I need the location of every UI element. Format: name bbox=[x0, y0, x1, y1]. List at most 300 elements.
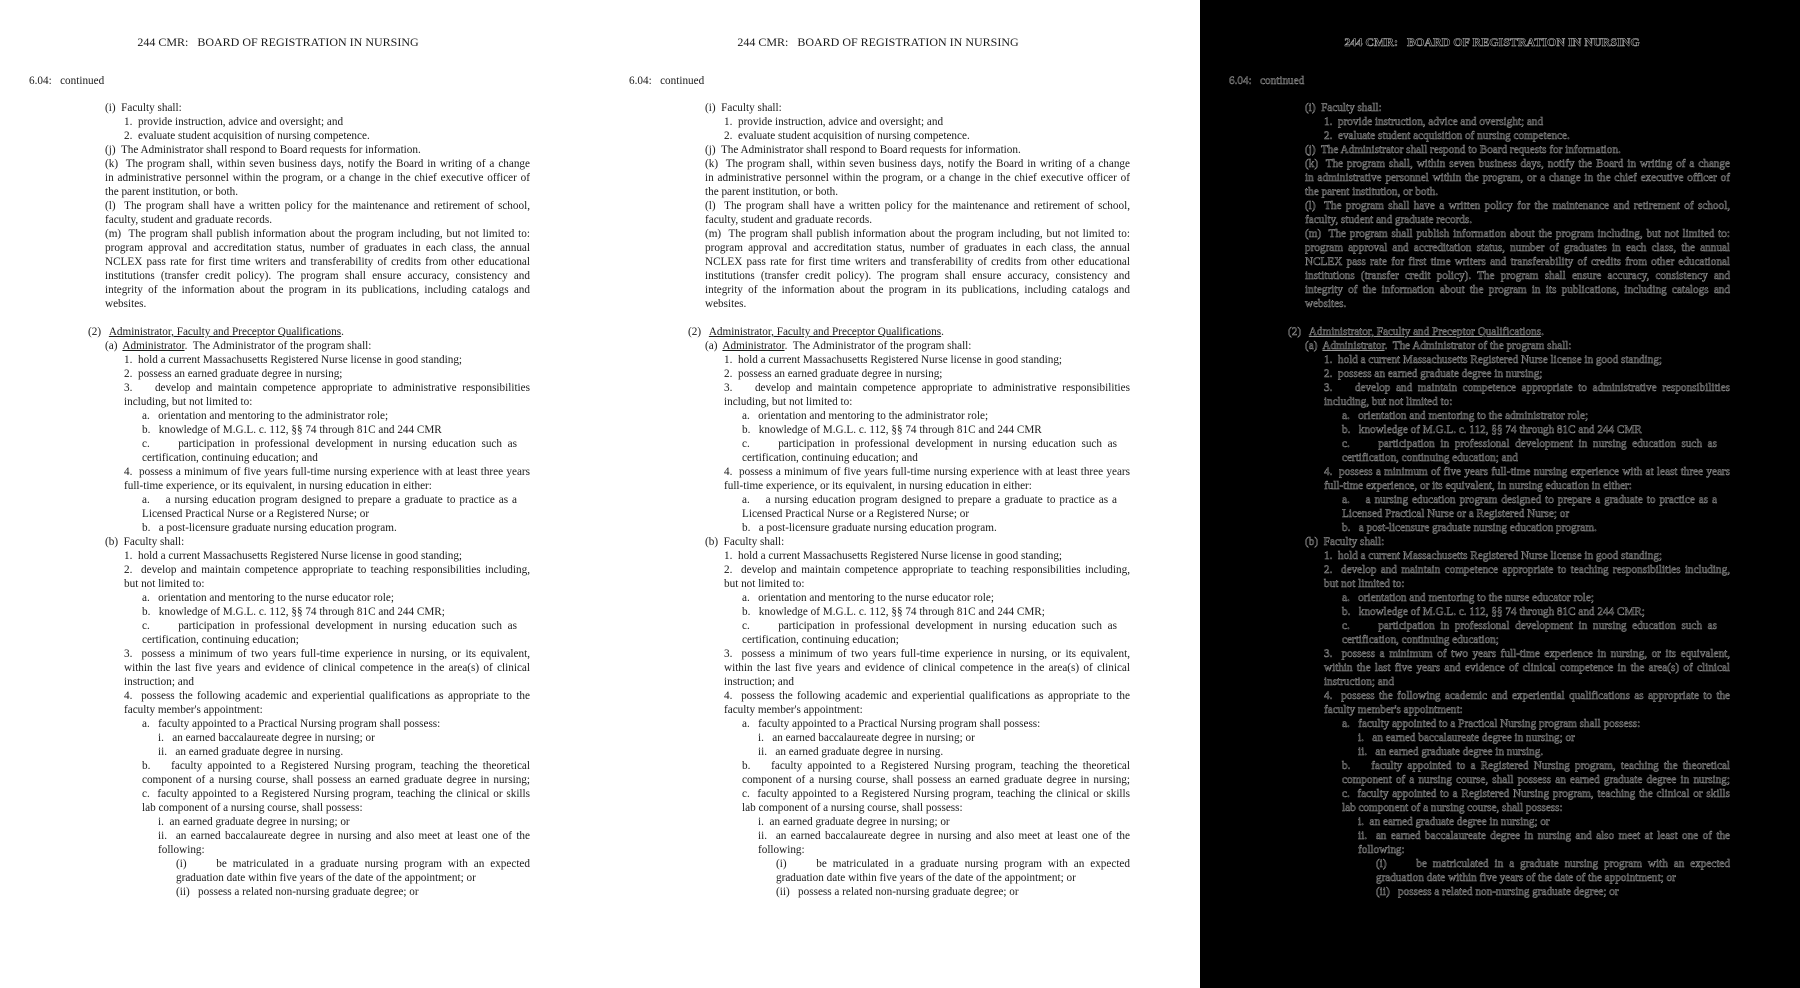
text-line-suffix: . bbox=[941, 326, 944, 338]
text-line-content: b. a post-licensure graduate nursing education program. bbox=[742, 522, 997, 534]
text-line bbox=[124, 130, 370, 144]
text-line bbox=[142, 410, 388, 424]
text-line bbox=[124, 676, 194, 690]
text-line-content: following: bbox=[158, 844, 205, 856]
text-line bbox=[158, 732, 375, 746]
text-line bbox=[705, 172, 1130, 186]
text-line bbox=[142, 452, 318, 466]
text-line bbox=[176, 858, 530, 872]
underlined-heading: Administrator, Faculty and Preceptor Qualifications bbox=[708, 326, 942, 338]
section-continued-label: 6.04: continued bbox=[29, 75, 105, 87]
text-line-content: ii. an earned graduate degree in nursing. bbox=[1358, 746, 1544, 758]
text-line bbox=[1358, 816, 1550, 830]
text-line bbox=[176, 886, 419, 900]
text-line bbox=[724, 130, 970, 144]
text-line-content: instruction; and bbox=[1324, 676, 1394, 688]
text-line-content: Licensed Practical Nurse or a Registered Nurse; or bbox=[1342, 508, 1570, 520]
text-line bbox=[742, 438, 1117, 452]
text-line bbox=[1324, 578, 1405, 592]
text-line bbox=[1342, 788, 1730, 802]
text-line bbox=[742, 788, 1130, 802]
text-line-content: 2. evaluate student acquisition of nursing competence. bbox=[1324, 130, 1570, 142]
text-line bbox=[105, 340, 371, 354]
text-line-content: instruction; and bbox=[124, 676, 194, 688]
text-line-content: i. an earned graduate degree in nursing; or bbox=[758, 816, 950, 828]
text-line-suffix: . The Administrator of the program shall: bbox=[1384, 340, 1572, 352]
text-line-content: b. knowledge of M.G.L. c. 112, §§ 74 through 81C and 244 CMR; bbox=[742, 606, 1045, 618]
text-line bbox=[105, 270, 530, 284]
text-line bbox=[1305, 214, 1472, 228]
text-line bbox=[1305, 228, 1730, 242]
text-line bbox=[142, 606, 445, 620]
text-line bbox=[724, 676, 794, 690]
text-line bbox=[105, 298, 146, 312]
text-line-content: but not limited to: bbox=[124, 578, 205, 590]
text-line-content: including, but not limited to: bbox=[124, 396, 253, 408]
text-line-content: 3. develop and maintain competence appropriate to administrative responsibilities bbox=[724, 382, 1130, 394]
text-line-content: integrity of the information about the program in its publications, including catalogs and bbox=[1305, 284, 1730, 296]
text-line bbox=[1358, 844, 1405, 858]
text-line-content: 4. possess the following academic and experiential qualifications as appropriate to the bbox=[124, 690, 530, 702]
text-line-content: c. participation in professional development in nursing education such as bbox=[742, 620, 1117, 632]
text-line-content: websites. bbox=[705, 298, 747, 310]
underlined-heading: Administrator bbox=[722, 340, 785, 352]
text-line bbox=[1324, 550, 1662, 564]
text-line-content: certification, continuing education; and bbox=[1342, 452, 1518, 464]
text-line-content: institutions (transfer credit policy). The program shall ensure accuracy, consistency and bbox=[105, 270, 530, 282]
text-line-content: websites. bbox=[105, 298, 147, 310]
text-line-content: (k) The program shall, within seven business days, notify the Board in writing of a change bbox=[1305, 158, 1730, 170]
text-line-content: i. an earned baccalaureate degree in nursing; or bbox=[1358, 732, 1575, 744]
text-line-content: 2. develop and maintain competence appropriate to teaching responsibilities including, bbox=[724, 564, 1130, 576]
text-line bbox=[1324, 382, 1730, 396]
page-panel-2 bbox=[600, 0, 1200, 988]
text-line bbox=[124, 466, 530, 480]
text-line bbox=[758, 746, 943, 760]
text-line bbox=[1324, 130, 1570, 144]
text-line-content: b. a post-licensure graduate nursing education program. bbox=[142, 522, 397, 534]
text-line-content: lab component of a nursing course, shall possess: bbox=[142, 802, 363, 814]
text-line bbox=[742, 410, 988, 424]
text-line-content: within the last five years and evidence of clinical competence in the area(s) of clinical bbox=[1324, 662, 1730, 674]
text-line-content: a. orientation and mentoring to the administrator role; bbox=[142, 410, 389, 422]
text-line bbox=[1358, 830, 1730, 844]
text-line-content: program approval and accreditation status, number of graduates in each class, the annual bbox=[705, 242, 1130, 254]
text-line-content: 3. possess a minimum of two years full-time experience in nursing, or its equivalent, bbox=[724, 648, 1130, 660]
text-line-content: c. participation in professional development in nursing education such as bbox=[142, 620, 517, 632]
text-line-content: (2) bbox=[88, 326, 109, 338]
text-line-content: 2. possess an earned graduate degree in nursing; bbox=[124, 368, 343, 380]
text-line bbox=[1324, 396, 1452, 410]
text-line-content: 3. develop and maintain competence appropriate to administrative responsibilities bbox=[1324, 382, 1730, 394]
text-line bbox=[1342, 424, 1642, 438]
text-line bbox=[124, 116, 343, 130]
text-line-content: 2. develop and maintain competence appropriate to teaching responsibilities including, bbox=[124, 564, 530, 576]
text-line-content: (k) The program shall, within seven business days, notify the Board in writing of a change bbox=[105, 158, 530, 170]
text-line-content: lab component of a nursing course, shall possess: bbox=[742, 802, 963, 814]
text-line-content: faculty member's appointment: bbox=[1324, 704, 1463, 716]
text-line-content: in administrative personnel within the program, or a change in the chief executive officer of bbox=[1305, 172, 1730, 184]
text-line bbox=[705, 340, 971, 354]
text-line bbox=[142, 788, 530, 802]
text-line bbox=[124, 354, 462, 368]
text-line-content: within the last five years and evidence of clinical competence in the area(s) of clinical bbox=[724, 662, 1130, 674]
text-line-content: 2. evaluate student acquisition of nursing competence. bbox=[724, 130, 970, 142]
text-line-content: a. orientation and mentoring to the administrator role; bbox=[1342, 410, 1589, 422]
text-line bbox=[142, 634, 299, 648]
text-line bbox=[142, 438, 517, 452]
text-line bbox=[105, 200, 530, 214]
text-line bbox=[705, 298, 746, 312]
text-line bbox=[1342, 606, 1645, 620]
text-line-content: a. orientation and mentoring to the nurse educator role; bbox=[742, 592, 994, 604]
text-line bbox=[1305, 536, 1384, 550]
text-line-content: 1. hold a current Massachusetts Registered Nurse license in good standing; bbox=[724, 354, 1063, 366]
text-line bbox=[142, 424, 442, 438]
text-line bbox=[705, 144, 1021, 158]
text-line-content: including, but not limited to: bbox=[1324, 396, 1453, 408]
text-line-content: program approval and accreditation status, number of graduates in each class, the annual bbox=[1305, 242, 1730, 254]
text-line-content: i. an earned baccalaureate degree in nursing; or bbox=[158, 732, 375, 744]
text-line bbox=[1342, 634, 1499, 648]
text-line bbox=[1324, 368, 1542, 382]
text-line-content: 2. possess an earned graduate degree in nursing; bbox=[1324, 368, 1543, 380]
text-line-content: websites. bbox=[1305, 298, 1347, 310]
text-line-content: 4. possess the following academic and experiential qualifications as appropriate to the bbox=[1324, 690, 1730, 702]
text-line bbox=[1324, 648, 1730, 662]
text-line-content: (m) The program shall publish information about the program including, but not limited to: bbox=[105, 228, 530, 240]
text-line bbox=[142, 760, 530, 774]
text-line bbox=[1305, 284, 1730, 298]
text-line-content: b. faculty appointed to a Registered Nursing program, teaching the theoretical bbox=[142, 760, 530, 772]
text-line-content: full-time experience, or its equivalent, in nursing education in either: bbox=[124, 480, 432, 492]
text-line-content: a. faculty appointed to a Practical Nursing program shall possess: bbox=[142, 718, 441, 730]
text-line-content: 1. provide instruction, advice and oversight; and bbox=[724, 116, 944, 128]
text-line-content: b. knowledge of M.G.L. c. 112, §§ 74 through 81C and 244 CMR bbox=[742, 424, 1042, 436]
text-line bbox=[124, 368, 342, 382]
text-line bbox=[176, 872, 476, 886]
text-line bbox=[724, 662, 1130, 676]
text-line-content: c. participation in professional development in nursing education such as bbox=[1342, 620, 1717, 632]
text-line bbox=[776, 858, 1130, 872]
text-line bbox=[1324, 354, 1662, 368]
text-line-content: b. knowledge of M.G.L. c. 112, §§ 74 through 81C and 244 CMR bbox=[142, 424, 442, 436]
text-line bbox=[105, 144, 421, 158]
text-line-content: ii. an earned baccalaureate degree in nursing and also meet at least one of the bbox=[1358, 830, 1730, 842]
text-line bbox=[142, 508, 369, 522]
text-line bbox=[742, 522, 997, 536]
text-line bbox=[1342, 718, 1640, 732]
text-line-content: (j) The Administrator shall respond to Board requests for information. bbox=[1305, 144, 1621, 156]
text-line bbox=[124, 662, 530, 676]
text-line-content: b. faculty appointed to a Registered Nursing program, teaching the theoretical bbox=[1342, 760, 1730, 772]
text-line-content: the parent institution, or both. bbox=[705, 186, 838, 198]
text-line-content: (a) bbox=[105, 340, 123, 352]
text-line-content: 2. possess an earned graduate degree in nursing; bbox=[724, 368, 943, 380]
text-line-content: in administrative personnel within the program, or a change in the chief executive officer of bbox=[105, 172, 530, 184]
text-line-content: certification, continuing education; bbox=[742, 634, 899, 646]
text-line-content: c. participation in professional development in nursing education such as bbox=[142, 438, 517, 450]
text-line bbox=[105, 158, 530, 172]
text-line bbox=[1342, 410, 1588, 424]
text-line-content: faculty, student and graduate records. bbox=[1305, 214, 1473, 226]
text-line-content: program approval and accreditation status, number of graduates in each class, the annual bbox=[105, 242, 530, 254]
page-header: 244 CMR: BOARD OF REGISTRATION IN NURSING bbox=[1344, 35, 1640, 49]
text-line bbox=[1324, 662, 1730, 676]
text-line bbox=[1305, 256, 1730, 270]
text-line-content: full-time experience, or its equivalent, in nursing education in either: bbox=[1324, 480, 1632, 492]
text-line-content: 1. provide instruction, advice and oversight; and bbox=[1324, 116, 1544, 128]
text-line-content: (k) The program shall, within seven business days, notify the Board in writing of a change bbox=[705, 158, 1130, 170]
text-line-content: 4. possess the following academic and experiential qualifications as appropriate to the bbox=[724, 690, 1130, 702]
text-line bbox=[105, 214, 272, 228]
text-line-content: faculty, student and graduate records. bbox=[105, 214, 273, 226]
text-line bbox=[742, 452, 918, 466]
text-line bbox=[758, 816, 950, 830]
text-line-content: a. faculty appointed to a Practical Nursing program shall possess: bbox=[1342, 718, 1641, 730]
text-line-content: (a) bbox=[705, 340, 723, 352]
text-line-content: (b) Faculty shall: bbox=[1305, 536, 1385, 548]
text-line-content: 1. hold a current Massachusetts Registered Nurse license in good standing; bbox=[1324, 354, 1663, 366]
text-line-content: a. orientation and mentoring to the administrator role; bbox=[742, 410, 989, 422]
text-line bbox=[142, 494, 517, 508]
text-line-content: b. a post-licensure graduate nursing education program. bbox=[1342, 522, 1597, 534]
text-line bbox=[1342, 438, 1717, 452]
text-line bbox=[776, 872, 1076, 886]
text-line bbox=[776, 886, 1019, 900]
text-line bbox=[1376, 872, 1676, 886]
text-line bbox=[742, 592, 994, 606]
text-line-content: in administrative personnel within the program, or a change in the chief executive officer of bbox=[705, 172, 1130, 184]
text-line bbox=[124, 382, 530, 396]
text-line bbox=[724, 564, 1130, 578]
page-panel-1 bbox=[0, 0, 600, 988]
text-line bbox=[1305, 186, 1438, 200]
text-line-content: 2. evaluate student acquisition of nursing competence. bbox=[124, 130, 370, 142]
text-line bbox=[1342, 760, 1730, 774]
text-line-content: a. a nursing education program designed to prepare a graduate to practice as a bbox=[742, 494, 1117, 506]
text-line bbox=[1342, 620, 1717, 634]
text-line bbox=[105, 242, 530, 256]
text-line bbox=[142, 620, 517, 634]
text-line-content: (l) The program shall have a written policy for the maintenance and retirement of school, bbox=[1305, 200, 1730, 212]
text-line-content: (j) The Administrator shall respond to Board requests for information. bbox=[705, 144, 1021, 156]
text-line bbox=[1305, 340, 1571, 354]
text-line bbox=[724, 382, 1130, 396]
text-line-content: (l) The program shall have a written policy for the maintenance and retirement of school, bbox=[105, 200, 530, 212]
text-line bbox=[688, 326, 944, 340]
text-line bbox=[724, 396, 852, 410]
text-line bbox=[724, 578, 805, 592]
text-line bbox=[1305, 172, 1730, 186]
text-line bbox=[124, 396, 252, 410]
text-line bbox=[142, 774, 530, 788]
text-line bbox=[724, 368, 942, 382]
text-line bbox=[742, 634, 899, 648]
text-line-content: 1. hold a current Massachusetts Registered Nurse license in good standing; bbox=[124, 550, 463, 562]
text-line bbox=[105, 186, 238, 200]
text-line-suffix: . bbox=[341, 326, 344, 338]
text-line-content: b. knowledge of M.G.L. c. 112, §§ 74 through 81C and 244 CMR; bbox=[1342, 606, 1645, 618]
text-line-content: (ii) possess a related non-nursing graduate degree; or bbox=[776, 886, 1019, 898]
text-line-suffix: . The Administrator of the program shall: bbox=[184, 340, 372, 352]
text-line bbox=[705, 228, 1130, 242]
text-line-content: faculty member's appointment: bbox=[724, 704, 863, 716]
text-line bbox=[142, 522, 397, 536]
page-header: 244 CMR: BOARD OF REGISTRATION IN NURSING bbox=[737, 35, 1019, 49]
text-line bbox=[1324, 690, 1730, 704]
text-line-content: (i) Faculty shall: bbox=[705, 102, 782, 114]
text-line bbox=[705, 242, 1130, 256]
text-line-content: component of a nursing course, shall possess an earned graduate degree in nursing; bbox=[142, 774, 530, 786]
text-line bbox=[742, 760, 1130, 774]
text-line-content: NCLEX pass rate for first time writers and transferability of credits from other educational bbox=[1305, 256, 1730, 268]
text-line-content: (i) Faculty shall: bbox=[1305, 102, 1382, 114]
text-line-content: (m) The program shall publish information about the program including, but not limited to: bbox=[1305, 228, 1730, 240]
text-line-content: Licensed Practical Nurse or a Registered Nurse; or bbox=[742, 508, 970, 520]
text-line-content: 1. hold a current Massachusetts Registered Nurse license in good standing; bbox=[724, 550, 1063, 562]
text-line-content: certification, continuing education; bbox=[1342, 634, 1499, 646]
text-line bbox=[1342, 452, 1518, 466]
text-line bbox=[158, 746, 343, 760]
text-line-content: NCLEX pass rate for first time writers and transferability of credits from other educational bbox=[105, 256, 530, 268]
text-line-content: graduation date within five years of the date of the appointment; or bbox=[176, 872, 476, 884]
text-line-suffix: . The Administrator of the program shall: bbox=[784, 340, 972, 352]
text-line-content: a. orientation and mentoring to the nurse educator role; bbox=[142, 592, 394, 604]
text-line bbox=[724, 354, 1062, 368]
text-line-content: component of a nursing course, shall possess an earned graduate degree in nursing; bbox=[742, 774, 1130, 786]
text-line-content: but not limited to: bbox=[1324, 578, 1405, 590]
text-line-content: (b) Faculty shall: bbox=[105, 536, 185, 548]
text-line-content: the parent institution, or both. bbox=[1305, 186, 1438, 198]
text-line bbox=[142, 802, 363, 816]
text-line bbox=[1324, 704, 1463, 718]
text-line-content: 4. possess a minimum of five years full-time nursing experience with at least three years bbox=[1324, 466, 1730, 478]
text-line bbox=[142, 592, 394, 606]
text-line-content: ii. an earned baccalaureate degree in nursing and also meet at least one of the bbox=[158, 830, 530, 842]
text-line bbox=[742, 774, 1130, 788]
text-line bbox=[142, 718, 440, 732]
text-line-content: (l) The program shall have a written policy for the maintenance and retirement of school, bbox=[705, 200, 1130, 212]
text-line-content: institutions (transfer credit policy). The program shall ensure accuracy, consistency and bbox=[705, 270, 1130, 282]
text-line bbox=[742, 606, 1045, 620]
text-line bbox=[1305, 298, 1346, 312]
text-line-content: the parent institution, or both. bbox=[105, 186, 238, 198]
text-line bbox=[124, 578, 205, 592]
text-line-content: a. a nursing education program designed to prepare a graduate to practice as a bbox=[142, 494, 517, 506]
text-line-content: (a) bbox=[1305, 340, 1323, 352]
text-line bbox=[158, 830, 530, 844]
text-line bbox=[705, 214, 872, 228]
section-continued-label: 6.04: continued bbox=[1229, 75, 1305, 87]
text-line-content: ii. an earned graduate degree in nursing. bbox=[758, 746, 944, 758]
text-line bbox=[158, 844, 205, 858]
text-line bbox=[1305, 102, 1382, 116]
text-line-content: certification, continuing education; bbox=[142, 634, 299, 646]
text-line-content: graduation date within five years of the date of the appointment; or bbox=[1376, 872, 1676, 884]
text-line bbox=[1305, 242, 1730, 256]
text-line-content: graduation date within five years of the date of the appointment; or bbox=[776, 872, 1076, 884]
text-line bbox=[1288, 326, 1544, 340]
text-line bbox=[705, 284, 1130, 298]
text-line bbox=[1305, 270, 1730, 284]
text-line-content: (i) Faculty shall: bbox=[105, 102, 182, 114]
text-line bbox=[758, 844, 805, 858]
text-line bbox=[705, 200, 1130, 214]
text-line-content: (m) The program shall publish information about the program including, but not limited to: bbox=[705, 228, 1130, 240]
text-line-content: including, but not limited to: bbox=[724, 396, 853, 408]
text-line-content: 2. develop and maintain competence appropriate to teaching responsibilities including, bbox=[1324, 564, 1730, 576]
text-line-content: following: bbox=[1358, 844, 1405, 856]
text-line bbox=[1305, 144, 1621, 158]
text-line bbox=[742, 718, 1040, 732]
text-line-content: component of a nursing course, shall possess an earned graduate degree in nursing; bbox=[1342, 774, 1730, 786]
text-line bbox=[1342, 494, 1717, 508]
text-line-content: a. faculty appointed to a Practical Nursing program shall possess: bbox=[742, 718, 1041, 730]
text-line bbox=[742, 508, 969, 522]
underlined-heading: Administrator bbox=[122, 340, 185, 352]
text-line bbox=[1342, 774, 1730, 788]
text-line-content: (2) bbox=[688, 326, 709, 338]
text-line bbox=[88, 326, 344, 340]
text-line-content: (ii) possess a related non-nursing graduate degree; or bbox=[176, 886, 419, 898]
text-line bbox=[105, 536, 184, 550]
text-line bbox=[1358, 746, 1543, 760]
text-line bbox=[705, 158, 1130, 172]
text-line-content: i. an earned baccalaureate degree in nursing; or bbox=[758, 732, 975, 744]
text-line-content: 3. possess a minimum of two years full-time experience in nursing, or its equivalent, bbox=[1324, 648, 1730, 660]
text-line bbox=[724, 648, 1130, 662]
text-line bbox=[1376, 858, 1730, 872]
text-line-content: following: bbox=[758, 844, 805, 856]
text-line-content: faculty, student and graduate records. bbox=[705, 214, 873, 226]
text-line bbox=[742, 620, 1117, 634]
text-line bbox=[1324, 116, 1543, 130]
text-line-content: (2) bbox=[1288, 326, 1309, 338]
text-line bbox=[724, 704, 863, 718]
text-line-content: instruction; and bbox=[724, 676, 794, 688]
text-line-content: i. an earned graduate degree in nursing; or bbox=[158, 816, 350, 828]
text-line-content: b. knowledge of M.G.L. c. 112, §§ 74 through 81C and 244 CMR bbox=[1342, 424, 1642, 436]
text-line bbox=[724, 466, 1130, 480]
text-line-content: (ii) possess a related non-nursing graduate degree; or bbox=[1376, 886, 1619, 898]
text-line bbox=[124, 704, 263, 718]
text-line-content: faculty member's appointment: bbox=[124, 704, 263, 716]
text-line-suffix: . bbox=[1541, 326, 1544, 338]
text-line-content: ii. an earned baccalaureate degree in nursing and also meet at least one of the bbox=[758, 830, 1130, 842]
text-line bbox=[758, 830, 1130, 844]
text-line bbox=[1324, 480, 1632, 494]
text-line-content: a. orientation and mentoring to the nurse educator role; bbox=[1342, 592, 1594, 604]
text-line bbox=[105, 102, 182, 116]
text-line bbox=[1305, 158, 1730, 172]
text-line-content: c. participation in professional development in nursing education such as bbox=[742, 438, 1117, 450]
text-line bbox=[105, 172, 530, 186]
underlined-heading: Administrator, Faculty and Preceptor Qualifications bbox=[1308, 326, 1542, 338]
text-line bbox=[1305, 200, 1730, 214]
text-line-content: Licensed Practical Nurse or a Registered Nurse; or bbox=[142, 508, 370, 520]
text-line bbox=[124, 564, 530, 578]
text-line-content: integrity of the information about the program in its publications, including catalogs and bbox=[705, 284, 1130, 296]
text-line-content: 3. develop and maintain competence appropriate to administrative responsibilities bbox=[124, 382, 530, 394]
underlined-heading: Administrator, Faculty and Preceptor Qualifications bbox=[108, 326, 342, 338]
text-line-content: (j) The Administrator shall respond to Board requests for information. bbox=[105, 144, 421, 156]
text-line-content: 3. possess a minimum of two years full-time experience in nursing, or its equivalent, bbox=[124, 648, 530, 660]
text-line-content: 1. hold a current Massachusetts Registered Nurse license in good standing; bbox=[1324, 550, 1663, 562]
text-line bbox=[124, 690, 530, 704]
text-line bbox=[1324, 676, 1394, 690]
text-line bbox=[724, 116, 943, 130]
